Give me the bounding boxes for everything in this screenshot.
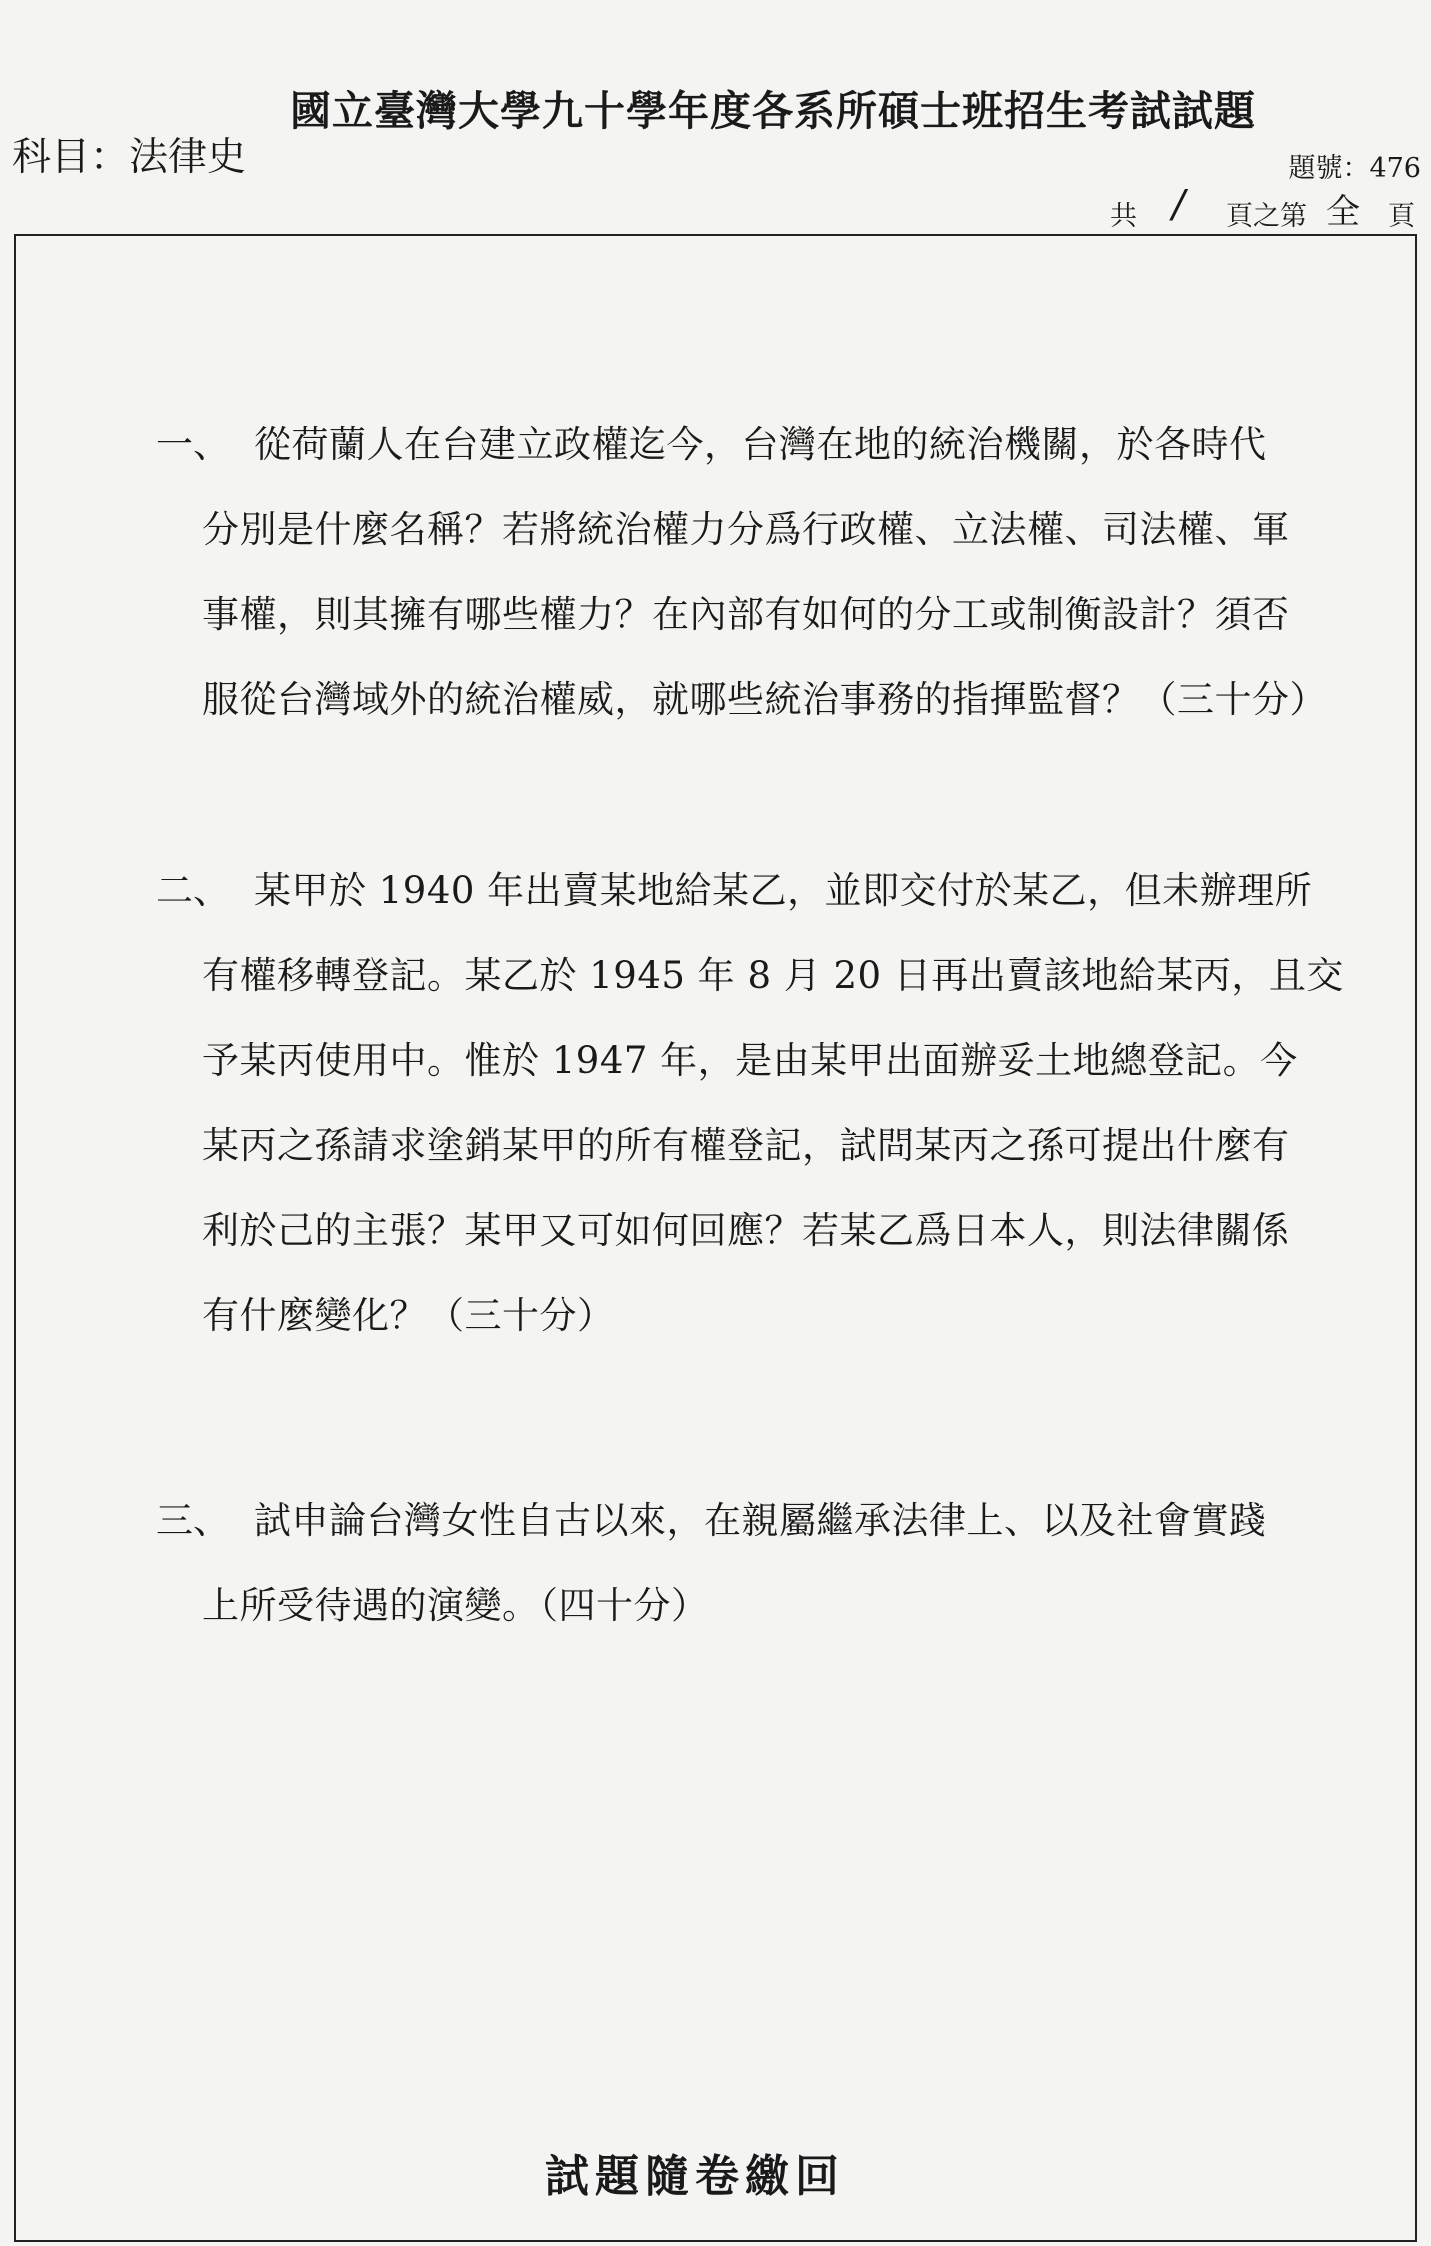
question-line: 予某丙使用中。惟於 1947 年，是由某甲出面辦妥土地總登記。今 xyxy=(202,1039,1298,1082)
question-line: 分別是什麼名稱？若將統治權力分爲行政權、立法權、司法權、軍 xyxy=(202,508,1290,551)
exam-title: 國立臺灣大學九十學年度各系所碩士班招生考試試題 xyxy=(290,87,1256,135)
page-current: 全 xyxy=(1326,192,1360,232)
question-line: 有什麼變化？（三十分） xyxy=(202,1294,615,1337)
question-number: 一、 xyxy=(156,423,230,466)
page-middle: 頁之第 xyxy=(1226,201,1307,232)
subject-label: 科目：法律史 xyxy=(12,135,247,180)
page-prefix: 共 xyxy=(1110,201,1137,232)
page-total: / xyxy=(1172,182,1185,226)
exam-number: 題號：476 xyxy=(1288,153,1421,184)
question-line: 試申論台灣女性自古以來，在親屬繼承法律上、以及社會實踐 xyxy=(254,1499,1267,1542)
question-frame xyxy=(14,234,1417,2242)
page-suffix: 頁 xyxy=(1388,201,1415,232)
question-number: 三、 xyxy=(156,1499,230,1542)
question-line: 某丙之孫請求塗銷某甲的所有權登記，試問某丙之孫可提出什麼有 xyxy=(202,1124,1290,1167)
question-line: 從荷蘭人在台建立政權迄今，台灣在地的統治機關，於各時代 xyxy=(254,423,1267,466)
question-number: 二、 xyxy=(156,869,230,912)
question-line: 利於己的主張？某甲又可如何回應？若某乙爲日本人，則法律關係 xyxy=(202,1209,1290,1252)
question-line: 有權移轉登記。某乙於 1945 年 8 月 20 日再出賣該地給某丙，且交 xyxy=(202,954,1344,997)
question-line: 事權，則其擁有哪些權力？在內部有如何的分工或制衡設計？須否 xyxy=(202,593,1290,636)
question-line: 上所受待遇的演變。（四十分） xyxy=(202,1584,709,1627)
return-stamp: 試題隨卷繳回 xyxy=(545,2151,845,2202)
question-line: 某甲於 1940 年出賣某地給某乙，並即交付於某乙，但未辦理所 xyxy=(254,869,1313,912)
question-line: 服從台灣域外的統治權威，就哪些統治事務的指揮監督？（三十分） xyxy=(202,678,1327,721)
page-count xyxy=(1110,182,1420,232)
